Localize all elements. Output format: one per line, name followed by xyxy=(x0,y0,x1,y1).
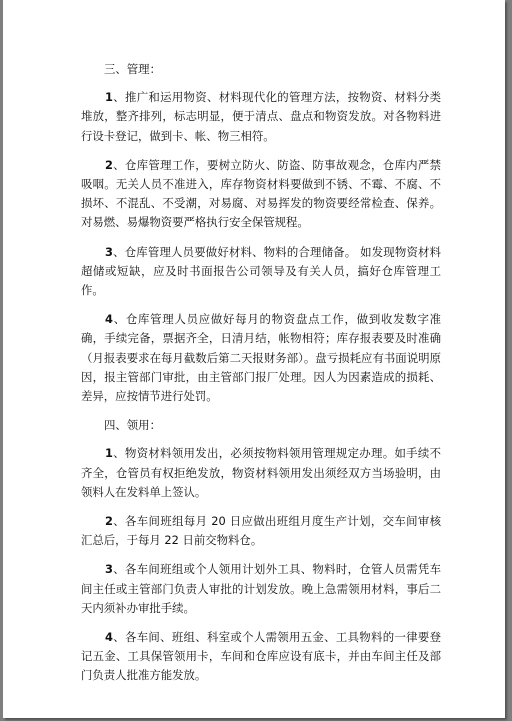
paragraph-text: 、仓库管理人员应做好每月的物资盘点工作，做到收发数字准确，手续完备，票据齐全，日清月结，帐物相符；库存报表要及时准确（月报表要求在每月截数后第二天报财务部）。盘亏损耗应有书面说明原因，报主管部门审批，由主管部门报厂处理。因人为因素造成的损耗、差异，应按情节进行处罚。 xyxy=(81,312,441,404)
paragraph-text: 、物资材料领用发出，必须按物料领用管理规定办理。如手续不齐全，仓管员有权拒绝发放，物资材料领用发出须经双方当场验明，由领料人在发料单上签认。 xyxy=(81,446,441,499)
management-paragraph-4 xyxy=(81,310,441,406)
requisition-paragraph-2 xyxy=(81,512,441,550)
paragraph-text: 、各车间班组每月 20 日应做出班组月度生产计划，交车间审核汇总后，于每月 22 日前交物料仓。 xyxy=(81,514,441,548)
requisition-paragraph-3 xyxy=(81,560,441,618)
paragraph-text: 、推广和运用物资、材料现代化的管理方法，按物资、材料分类堆放，整齐排列，标志明显，便于清点、盘点和物资发放。对各物料进行设卡登记，做到卡、帐、物三相符。 xyxy=(81,90,441,143)
document-page xyxy=(3,0,505,718)
paragraph-number: 1 xyxy=(105,446,113,461)
document-body xyxy=(81,60,441,694)
requisition-paragraph-1 xyxy=(81,444,441,502)
section-heading-requisition: 四、领用： xyxy=(104,418,161,433)
paragraph-number: 2 xyxy=(105,157,113,172)
requisition-paragraph-4 xyxy=(81,628,441,686)
paragraph-text: 、仓库管理工作，要树立防火、防盗、防事故观念，仓库内严禁吸咽。无关人员不准进入，库存物资材料要做到不锈、不霉、不腐、不损坏、不混乱、不受潮，对易腐、对易挥发的物资要经常检查、保养。对易燃、易爆物资要严格执行安全保管规程。 xyxy=(81,157,441,230)
paragraph-number: 1 xyxy=(105,90,113,105)
paragraph-number: 4 xyxy=(105,630,113,645)
paragraph-text: 、各车间班组或个人领用计划外工具、物料时，仓管人员需凭车间主任或主管部门负责人审批的计划发放。晚上急需领用材料，事后二天内须补办审批手续。 xyxy=(81,562,441,615)
management-paragraph-1 xyxy=(81,88,441,146)
paragraph-number: 2 xyxy=(105,514,113,529)
paragraph-text: 、各车间、班组、科室或个人需领用五金、工具物料的一律要登记五金、工具保管领用卡，车间和仓库应设有底卡，并由车间主任及部门负责人批准方能发放。 xyxy=(81,630,441,683)
management-paragraph-2 xyxy=(81,156,441,233)
management-paragraph-3 xyxy=(81,243,441,301)
section-heading-management: 三、管理： xyxy=(104,62,161,76)
paragraph-number: 3 xyxy=(105,562,113,577)
paragraph-number: 3 xyxy=(105,244,113,259)
paragraph-number: 4 xyxy=(105,312,113,327)
paragraph-text: 、仓库管理人员要做好材料、物料的合理储备。 如发现物资材料超储或短缺，应及时书面报告公司领导及有关人员，搞好仓库管理工作。 xyxy=(81,244,441,298)
